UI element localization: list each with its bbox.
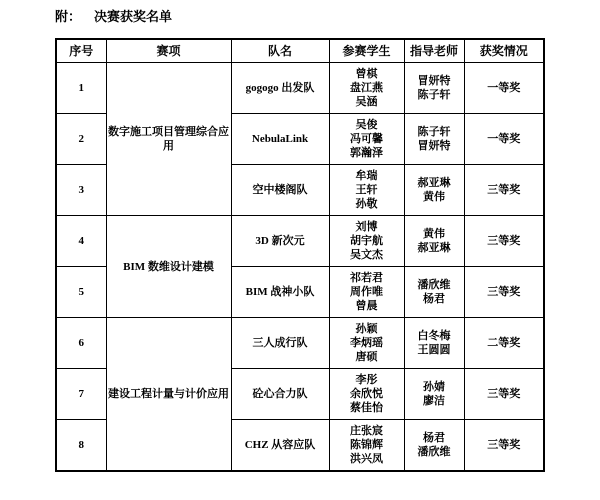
column-header: 队名 — [231, 39, 329, 63]
award-status: 三等奖 — [464, 267, 544, 318]
row-number: 4 — [56, 216, 106, 267]
student-name: 洪兴凤 — [350, 452, 383, 465]
row-number: 2 — [56, 114, 106, 165]
event-name: BIM 数维设计建模 — [106, 216, 231, 318]
title-text: 决赛获奖名单 — [94, 9, 173, 24]
students-cell — [329, 216, 404, 267]
student-name: 蔡佳怡 — [350, 402, 383, 414]
team-name: NebulaLink — [231, 114, 329, 165]
teachers-cell — [404, 318, 464, 369]
teacher-name: 杨君 — [423, 293, 445, 305]
table-header-row — [56, 39, 544, 63]
award-status: 三等奖 — [464, 369, 544, 420]
document-title — [55, 6, 172, 25]
teachers-cell — [404, 267, 464, 318]
column-header: 赛项 — [106, 39, 231, 63]
row-number: 1 — [56, 63, 106, 114]
award-status: 一等奖 — [464, 63, 544, 114]
award-status: 二等奖 — [464, 318, 544, 369]
table-header — [56, 39, 544, 63]
row-number: 5 — [56, 267, 106, 318]
table-row — [56, 216, 544, 267]
students-cell — [329, 165, 404, 216]
teachers-cell — [404, 216, 464, 267]
teacher-name: 冒妍特 — [417, 140, 451, 152]
award-status: 一等奖 — [464, 114, 544, 165]
teacher-name: 黄伟 — [423, 191, 445, 203]
students-cell — [329, 369, 404, 420]
student-name: 郭瀚泽 — [350, 147, 383, 159]
teachers-cell — [404, 114, 464, 165]
column-header: 参赛学生 — [329, 39, 404, 63]
student-name: 庄张宸 — [350, 424, 383, 437]
students-cell — [329, 114, 404, 165]
team-name: gogogo 出发队 — [231, 63, 329, 114]
students-cell — [329, 63, 404, 114]
event-name: 数字施工项目管理综合应用 — [106, 63, 231, 216]
teacher-name: 廖洁 — [423, 395, 445, 407]
teacher-name: 陈子轩 — [417, 89, 451, 101]
student-name: 唐硕 — [355, 351, 378, 363]
student-name: 周作唯 — [350, 286, 383, 298]
team-name: 砼心合力队 — [231, 369, 329, 420]
attachment-label: 附： — [55, 9, 82, 24]
row-number: 8 — [56, 420, 106, 471]
column-header: 序号 — [56, 39, 106, 63]
student-name: 李炳瑶 — [350, 337, 383, 349]
award-status: 三等奖 — [464, 165, 544, 216]
student-name: 胡宇航 — [350, 235, 383, 247]
students-cell — [329, 420, 404, 471]
row-number: 6 — [56, 318, 106, 369]
award-status: 三等奖 — [464, 216, 544, 267]
teachers-cell — [404, 63, 464, 114]
row-number: 3 — [56, 165, 106, 216]
teacher-name: 冒妍特 — [417, 75, 451, 87]
teachers-cell — [404, 165, 464, 216]
teacher-name: 郝亚琳 — [417, 242, 451, 254]
student-name: 曾晨 — [355, 300, 378, 312]
award-status: 三等奖 — [464, 420, 544, 471]
table-body — [56, 63, 544, 471]
student-name: 冯可馨 — [350, 133, 383, 145]
students-cell — [329, 318, 404, 369]
teacher-name: 潘欣维 — [417, 279, 451, 291]
student-name: 盘江燕 — [350, 82, 383, 94]
table-row — [56, 63, 544, 114]
student-name: 王轩 — [355, 184, 378, 196]
student-name: 余欣悦 — [350, 388, 383, 400]
teacher-name: 孙婧 — [423, 381, 445, 393]
team-name: CHZ 从容应队 — [231, 420, 329, 471]
student-name: 陈锦辉 — [350, 438, 383, 451]
teacher-name: 郝亚琳 — [417, 177, 451, 189]
column-header: 指导老师 — [404, 39, 464, 63]
student-name: 李彤 — [355, 374, 378, 386]
students-cell — [329, 267, 404, 318]
student-name: 孙敬 — [355, 198, 378, 210]
teacher-name: 杨君 — [423, 431, 445, 444]
team-name: 3D 新次元 — [231, 216, 329, 267]
student-name: 吴涵 — [355, 96, 378, 108]
student-name: 刘博 — [355, 221, 378, 233]
teacher-name: 潘欣维 — [417, 445, 451, 458]
student-name: 孙颖 — [355, 323, 378, 335]
student-name: 吴文杰 — [350, 249, 383, 261]
student-name: 祁若君 — [350, 272, 383, 284]
column-header: 获奖情况 — [464, 39, 544, 63]
team-name: BIM 战神小队 — [231, 267, 329, 318]
teacher-name: 陈子轩 — [417, 126, 451, 138]
teacher-name: 白冬梅 — [417, 330, 451, 342]
teachers-cell — [404, 369, 464, 420]
teacher-name: 王圆圆 — [417, 344, 451, 356]
award-table — [55, 38, 545, 472]
teacher-name: 黄伟 — [423, 228, 445, 240]
student-name: 牟瑞 — [355, 170, 378, 182]
team-name: 空中楼阁队 — [231, 165, 329, 216]
team-name: 三人成行队 — [231, 318, 329, 369]
row-number: 7 — [56, 369, 106, 420]
teachers-cell — [404, 420, 464, 471]
event-name: 建设工程计量与计价应用 — [106, 318, 231, 471]
student-name: 曾棋 — [355, 68, 378, 80]
student-name: 吴俊 — [355, 119, 378, 131]
table-row — [56, 318, 544, 369]
